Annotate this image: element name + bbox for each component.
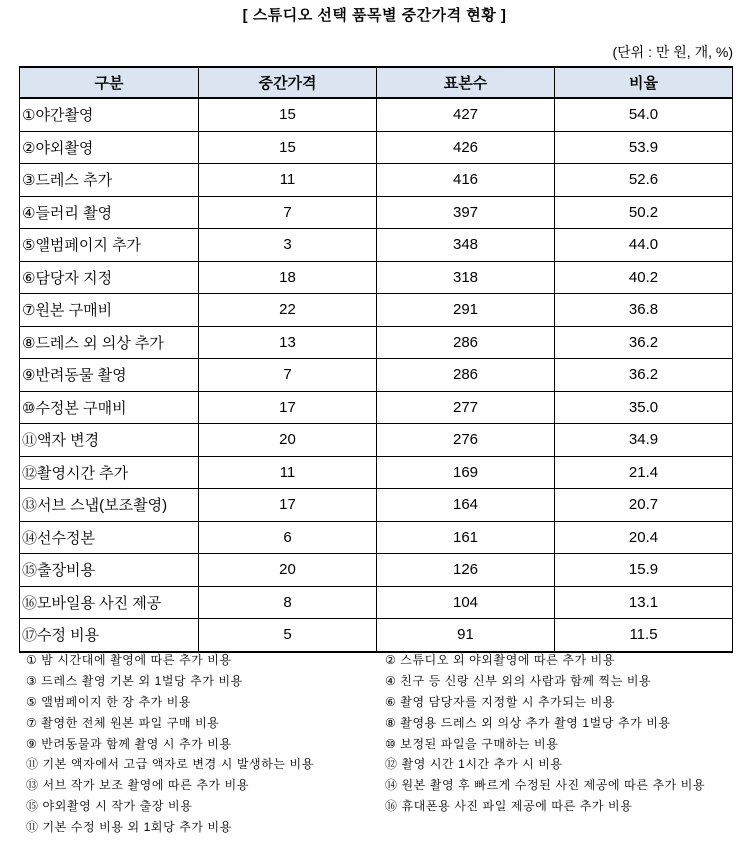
row-category: ⑫촬영시간 추가 <box>20 456 199 489</box>
footnote-item: ③ 드레스 촬영 기본 외 1벌당 추가 비용 <box>26 673 243 688</box>
row-category: ②야외촬영 <box>20 131 199 164</box>
row-ratio: 36.2 <box>555 359 733 392</box>
footnote-row <box>26 713 736 734</box>
row-price: 15 <box>199 131 377 164</box>
row-price: 7 <box>199 359 377 392</box>
table-row <box>20 619 733 652</box>
row-samples: 416 <box>377 164 555 197</box>
table-body <box>20 98 733 652</box>
row-ratio: 15.9 <box>555 554 733 587</box>
footnote-item: ⑪ 기본 액자에서 고급 액자로 변경 시 발생하는 비용 <box>26 757 314 772</box>
footnote-item: ⑦ 촬영한 전체 원본 파일 구매 비용 <box>26 715 220 730</box>
footnotes <box>26 650 736 838</box>
footnote-item: ⑫ 촬영 시간 1시간 추가 시 비용 <box>385 757 563 772</box>
row-ratio: 36.2 <box>555 326 733 359</box>
header-samples: 표본수 <box>377 67 555 98</box>
row-price: 11 <box>199 456 377 489</box>
row-ratio: 20.4 <box>555 521 733 554</box>
row-price: 13 <box>199 326 377 359</box>
table-row <box>20 131 733 164</box>
footnote-item: ⑤ 앨범페이지 한 장 추가 비용 <box>26 694 192 709</box>
table-row <box>20 554 733 587</box>
table-row <box>20 229 733 262</box>
row-price: 17 <box>199 391 377 424</box>
row-samples: 276 <box>377 424 555 457</box>
row-samples: 286 <box>377 359 555 392</box>
row-samples: 348 <box>377 229 555 262</box>
row-price: 5 <box>199 619 377 652</box>
row-ratio: 34.9 <box>555 424 733 457</box>
row-ratio: 36.8 <box>555 294 733 327</box>
header-price: 중간가격 <box>199 67 377 98</box>
row-samples: 291 <box>377 294 555 327</box>
table-row <box>20 196 733 229</box>
row-category: ⑧드레스 외 의상 추가 <box>20 326 199 359</box>
footnote-item: ⑭ 원본 촬영 후 빠르게 수정된 사진 제공에 따른 추가 비용 <box>385 778 706 793</box>
table-row <box>20 359 733 392</box>
table-row <box>20 294 733 327</box>
row-price: 20 <box>199 554 377 587</box>
footnote-item: ④ 친구 등 신랑 신부 외의 사람과 함께 찍는 비용 <box>385 673 652 688</box>
row-samples: 126 <box>377 554 555 587</box>
row-category: ③드레스 추가 <box>20 164 199 197</box>
table-row <box>20 164 733 197</box>
row-category: ⑨반려동물 촬영 <box>20 359 199 392</box>
row-samples: 104 <box>377 586 555 619</box>
row-category: ①야간촬영 <box>20 98 199 131</box>
row-price: 15 <box>199 98 377 131</box>
footnote-row <box>26 817 736 838</box>
table-row <box>20 424 733 457</box>
row-category: ⑦원본 구매비 <box>20 294 199 327</box>
table-row <box>20 391 733 424</box>
row-samples: 286 <box>377 326 555 359</box>
unit-note: (단위 : 만 원, 개, %) <box>612 44 733 60</box>
row-samples: 318 <box>377 261 555 294</box>
header-category: 구분 <box>20 67 199 98</box>
footnote-item: ⑨ 반려동물과 함께 촬영 시 추가 비용 <box>26 736 232 751</box>
footnote-item: ⑬ 서브 작가 보조 촬영에 따른 추가 비용 <box>26 778 250 793</box>
row-price: 7 <box>199 196 377 229</box>
row-ratio: 13.1 <box>555 586 733 619</box>
row-category: ⑰수정 비용 <box>20 619 199 652</box>
row-samples: 91 <box>377 619 555 652</box>
row-samples: 161 <box>377 521 555 554</box>
footnote-item: ⑮ 야외촬영 시 작가 출장 비용 <box>26 799 193 814</box>
row-category: ⑪액자 변경 <box>20 424 199 457</box>
footnote-item: ⑯ 휴대폰용 사진 파일 제공에 따른 추가 비용 <box>385 799 633 814</box>
table-row <box>20 98 733 131</box>
footnote-item: ⑧ 촬영용 드레스 외 의상 추가 촬영 1벌당 추가 비용 <box>385 715 671 730</box>
row-price: 3 <box>199 229 377 262</box>
row-ratio: 35.0 <box>555 391 733 424</box>
row-ratio: 40.2 <box>555 261 733 294</box>
footnote-row <box>26 796 736 817</box>
footnote-item: ⑩ 보정된 파일을 구매하는 비용 <box>385 736 559 751</box>
table-header <box>20 67 733 98</box>
row-samples: 426 <box>377 131 555 164</box>
row-samples: 277 <box>377 391 555 424</box>
row-category: ④들러리 촬영 <box>20 196 199 229</box>
row-ratio: 21.4 <box>555 456 733 489</box>
footnote-row <box>26 775 736 796</box>
row-price: 20 <box>199 424 377 457</box>
row-category: ⑯모바일용 사진 제공 <box>20 586 199 619</box>
row-samples: 164 <box>377 489 555 522</box>
row-samples: 397 <box>377 196 555 229</box>
footnote-row <box>26 692 736 713</box>
footnote-item: ① 밤 시간대에 촬영에 따른 추가 비용 <box>26 653 232 667</box>
row-ratio: 54.0 <box>555 98 733 131</box>
footnote-item <box>385 817 736 838</box>
row-price: 17 <box>199 489 377 522</box>
footnote-item: ⑪ 기본 수정 비용 외 1회당 추가 비용 <box>26 820 232 835</box>
row-ratio: 53.9 <box>555 131 733 164</box>
row-price: 11 <box>199 164 377 197</box>
table-row <box>20 261 733 294</box>
row-category: ⑤앨범페이지 추가 <box>20 229 199 262</box>
table-row <box>20 456 733 489</box>
row-category: ⑩수정본 구매비 <box>20 391 199 424</box>
row-category: ⑥담당자 지정 <box>20 261 199 294</box>
row-category: ⑭선수정본 <box>20 521 199 554</box>
footnote-row <box>26 671 736 692</box>
row-ratio: 11.5 <box>555 619 733 652</box>
row-samples: 427 <box>377 98 555 131</box>
table-row <box>20 586 733 619</box>
footnote-item: ② 스튜디오 외 야외촬영에 따른 추가 비용 <box>385 653 616 667</box>
table-row <box>20 521 733 554</box>
row-ratio: 44.0 <box>555 229 733 262</box>
row-samples: 169 <box>377 456 555 489</box>
row-ratio: 50.2 <box>555 196 733 229</box>
header-ratio: 비율 <box>555 67 733 98</box>
footnote-row <box>26 734 736 755</box>
row-price: 8 <box>199 586 377 619</box>
footnote-row <box>26 754 736 775</box>
price-table <box>19 66 733 653</box>
row-ratio: 20.7 <box>555 489 733 522</box>
table-row <box>20 489 733 522</box>
row-price: 22 <box>199 294 377 327</box>
footnote-item: ⑥ 촬영 담당자를 지정할 시 추가되는 비용 <box>385 694 616 709</box>
row-price: 6 <box>199 521 377 554</box>
row-ratio: 52.6 <box>555 164 733 197</box>
footnote-row <box>26 650 736 671</box>
row-price: 18 <box>199 261 377 294</box>
page-title: [ 스튜디오 선택 품목별 중간가격 현황 ] <box>242 7 507 24</box>
row-category: ⑬서브 스냅(보조촬영) <box>20 489 199 522</box>
table-row <box>20 326 733 359</box>
row-category: ⑮출장비용 <box>20 554 199 587</box>
